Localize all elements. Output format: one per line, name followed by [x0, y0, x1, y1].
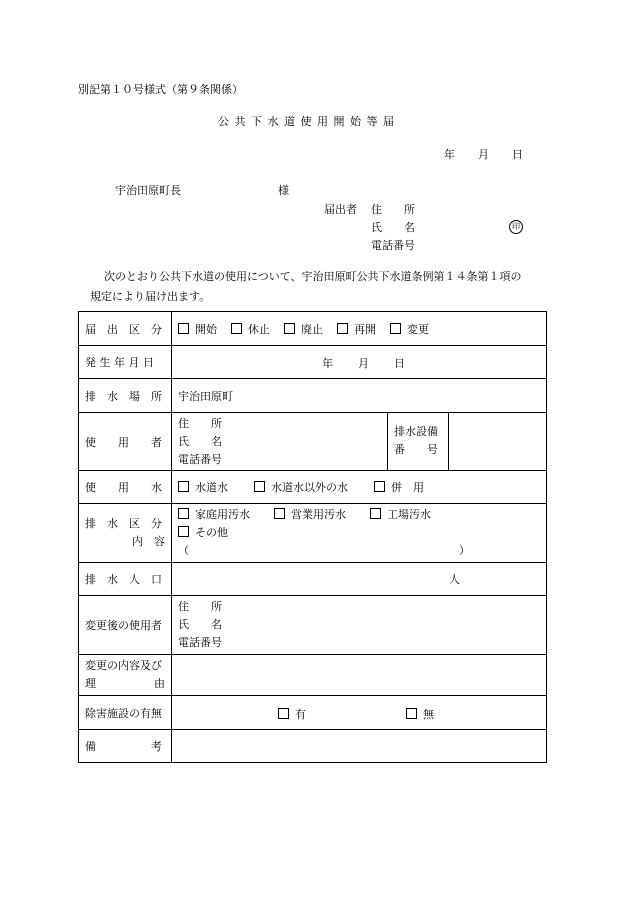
addressee-honorific: 様	[278, 184, 289, 197]
checkbox-icon[interactable]	[278, 708, 289, 719]
row-remarks	[79, 730, 547, 763]
row-drainage-category	[79, 504, 547, 563]
label-new-user: 変更後の使用者	[79, 596, 172, 655]
checkbox-icon[interactable]	[178, 481, 189, 492]
applicant-address-label: 住 所	[371, 203, 415, 216]
row-water-used	[79, 471, 547, 504]
label-abatement-facility: 除害施設の有無	[79, 696, 172, 730]
field-drainage-category[interactable]	[172, 504, 547, 563]
date-year-label: 年	[444, 148, 455, 161]
option-industrial[interactable]: 工場汚水	[370, 506, 431, 524]
notification-table	[78, 311, 547, 763]
option-change[interactable]: 変更	[390, 321, 429, 337]
field-new-user[interactable]	[172, 596, 547, 655]
checkbox-icon[interactable]	[370, 508, 381, 519]
checkbox-icon[interactable]	[178, 508, 189, 519]
field-drainage-location[interactable]: 宇治田原町	[172, 379, 547, 413]
checkbox-icon[interactable]	[374, 481, 385, 492]
new-user-name-label: 氏 名	[178, 618, 222, 631]
field-drainage-population[interactable]	[172, 563, 547, 596]
option-other[interactable]: その他	[178, 524, 540, 542]
equipment-number-label: 排水設備 番 号	[388, 413, 449, 470]
option-commercial[interactable]: 営業用汚水	[274, 506, 346, 524]
option-suspend[interactable]: 休止	[231, 321, 270, 337]
label-water-used: 使 用 水	[79, 471, 172, 504]
seal-mark	[509, 219, 523, 234]
row-occurrence-date	[79, 346, 547, 379]
checkbox-icon[interactable]	[178, 526, 189, 537]
occurrence-month: 月	[358, 357, 369, 370]
field-occurrence-date[interactable]	[172, 346, 547, 379]
option-household[interactable]: 家庭用汚水	[178, 506, 250, 524]
checkbox-icon[interactable]	[337, 323, 348, 334]
checkbox-icon[interactable]	[254, 481, 265, 492]
other-detail-field[interactable]: （ ）	[178, 544, 470, 557]
label-user: 使 用 者	[79, 413, 172, 471]
applicant-label: 届出者	[324, 203, 357, 216]
option-combined[interactable]: 併 用	[374, 479, 424, 495]
form-title: 公 共 下 水 道 使 用 開 始 等 届	[218, 115, 395, 128]
row-new-user	[79, 596, 547, 655]
checkbox-icon[interactable]	[231, 323, 242, 334]
field-abatement-facility[interactable]	[172, 696, 547, 730]
row-change-reason	[79, 655, 547, 696]
population-unit: 人	[449, 573, 460, 586]
applicant-phone-label: 電話番号	[371, 239, 415, 252]
label-drainage-category: 排 水 区 分 内 容	[79, 504, 172, 563]
form-number: 別記第１０号様式（第９条関係）	[78, 83, 243, 96]
checkbox-icon[interactable]	[390, 323, 401, 334]
field-user	[172, 413, 547, 471]
applicant-name-label: 氏 名	[371, 221, 415, 234]
occurrence-day: 日	[394, 357, 405, 370]
option-non-tap-water[interactable]: 水道水以外の水	[254, 479, 348, 495]
checkbox-icon[interactable]	[406, 708, 417, 719]
seal-icon: 印	[509, 220, 523, 234]
checkbox-icon[interactable]	[284, 323, 295, 334]
new-user-phone-label: 電話番号	[178, 636, 222, 649]
field-water-used[interactable]	[172, 471, 547, 504]
checkbox-icon[interactable]	[178, 323, 189, 334]
date-day-label: 日	[512, 148, 523, 161]
user-info[interactable]	[172, 413, 388, 470]
row-drainage-population	[79, 563, 547, 596]
intro-line-2: 規定により届け出ます。	[90, 290, 211, 303]
label-change-reason: 変更の内容及び 理 由	[79, 655, 172, 696]
new-user-address-label: 住 所	[178, 600, 222, 613]
checkbox-icon[interactable]	[274, 508, 285, 519]
field-notification-type[interactable]	[172, 312, 547, 346]
date-month-label: 月	[478, 148, 489, 161]
option-abolish[interactable]: 廃止	[284, 321, 323, 337]
label-drainage-population: 排 水 人 口	[79, 563, 172, 596]
user-phone-label: 電話番号	[178, 453, 222, 466]
field-remarks[interactable]	[172, 730, 547, 763]
label-notification-type: 届 出 区 分	[79, 312, 172, 346]
label-drainage-location: 排 水 場 所	[79, 379, 172, 413]
user-address-label: 住 所	[178, 417, 222, 430]
row-drainage-location	[79, 379, 547, 413]
field-change-reason[interactable]	[172, 655, 547, 696]
row-notification-type	[79, 312, 547, 346]
equipment-number-field[interactable]	[449, 413, 546, 470]
option-no[interactable]: 無	[406, 706, 434, 722]
addressee-name: 宇治田原町長	[115, 184, 181, 197]
occurrence-year: 年	[322, 357, 333, 370]
option-resume[interactable]: 再開	[337, 321, 376, 337]
label-remarks: 備 考	[79, 730, 172, 763]
row-user	[79, 413, 547, 471]
label-occurrence-date: 発 生 年 月 日	[79, 346, 172, 379]
intro-line-1: 次のとおり公共下水道の使用について、宇治田原町公共下水道条例第１４条第１項の	[104, 270, 522, 283]
user-name-label: 氏 名	[178, 435, 222, 448]
row-abatement-facility	[79, 696, 547, 730]
option-yes[interactable]: 有	[278, 706, 306, 722]
option-start[interactable]: 開始	[178, 321, 217, 337]
option-tap-water[interactable]: 水道水	[178, 479, 228, 495]
